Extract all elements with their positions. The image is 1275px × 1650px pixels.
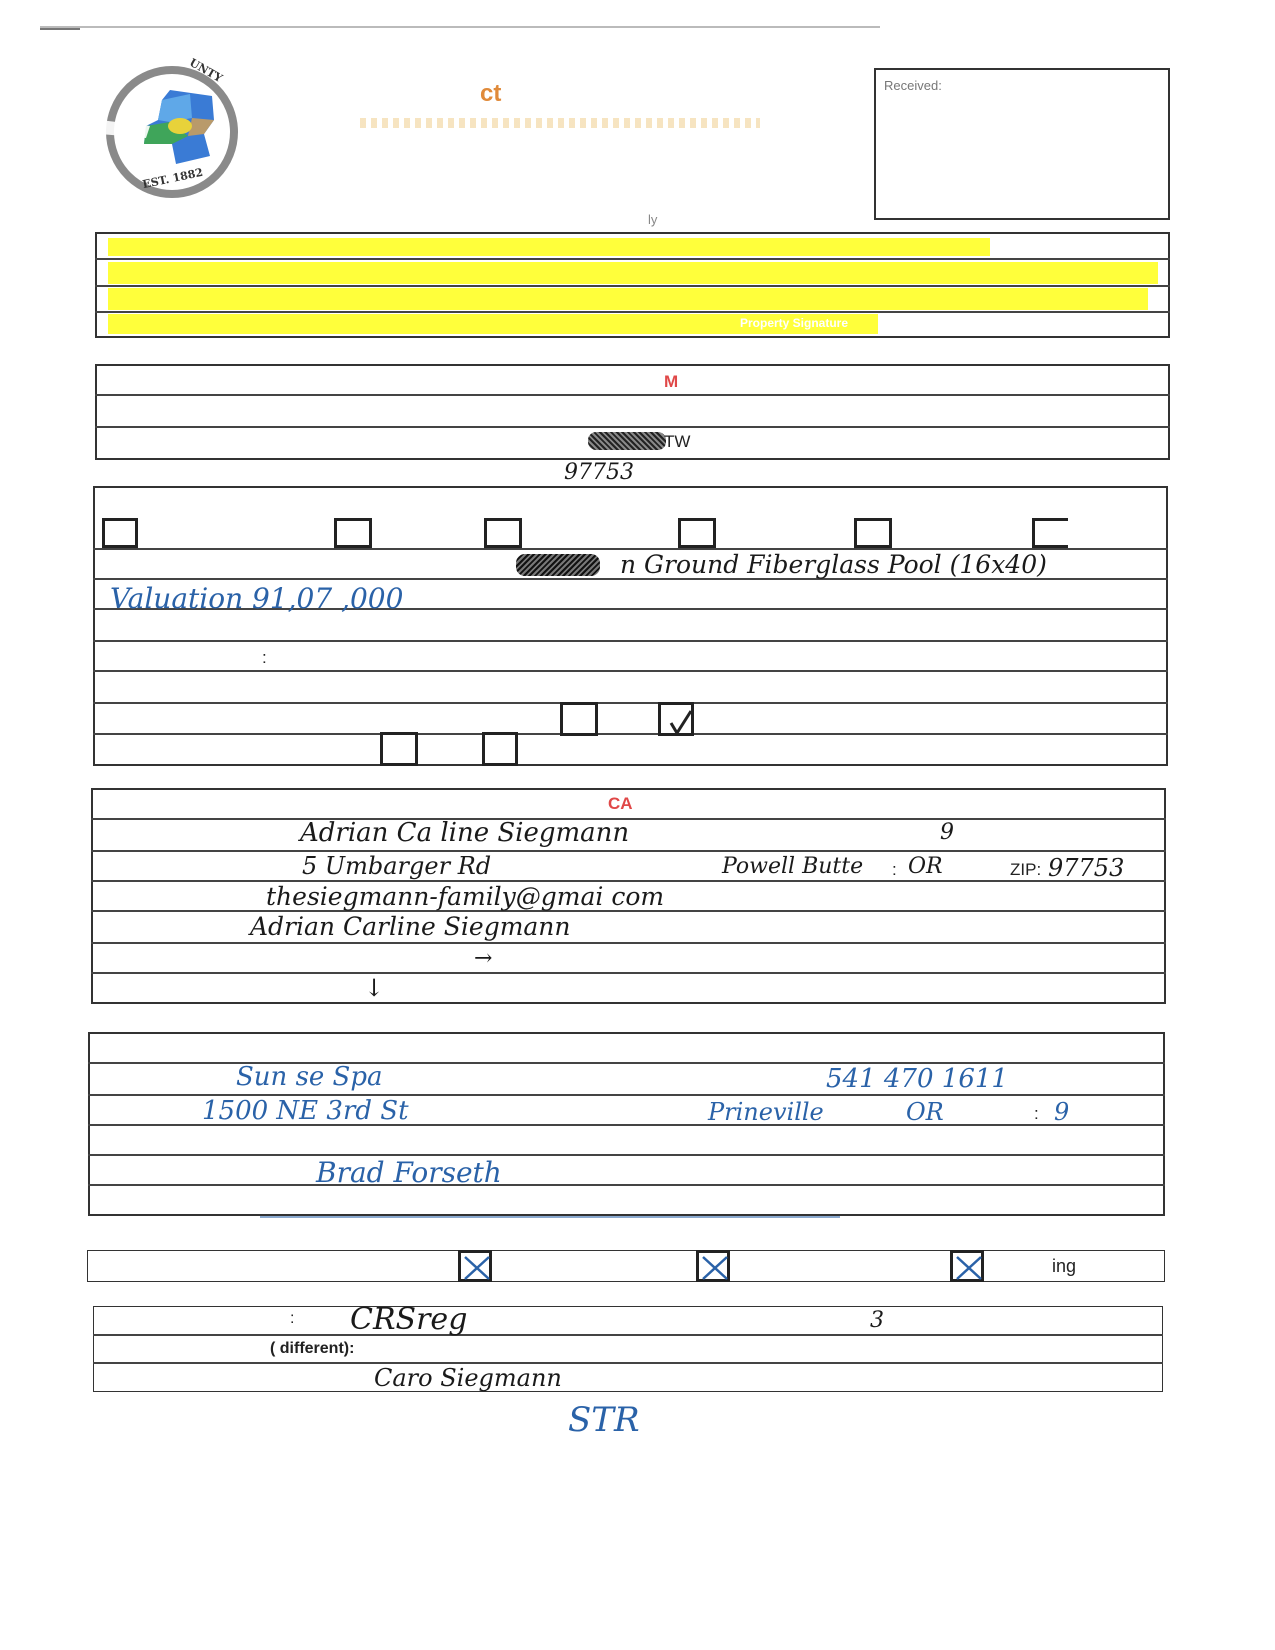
top-rule-dark	[40, 28, 80, 30]
printed-name: Caro Siegmann	[374, 1364, 562, 1392]
colon-mark: :	[262, 648, 267, 667]
x-mark-icon	[953, 1253, 987, 1285]
option-checkbox-b-checked[interactable]	[658, 702, 694, 736]
address-suffix: TW	[664, 432, 691, 451]
contractor-zip-prefix: :	[1034, 1104, 1039, 1123]
reviewer-initials: STR	[568, 1400, 640, 1440]
top-rule	[40, 26, 880, 28]
highlight-band-1	[108, 238, 990, 256]
owner-state: OR	[908, 854, 943, 879]
checkmark-icon	[661, 705, 697, 739]
option-checkbox-a[interactable]	[560, 702, 598, 736]
arrow-right-mark: →	[474, 946, 493, 971]
row-line	[95, 258, 1170, 260]
owner-name: Adrian Ca line Siegmann	[300, 818, 630, 848]
section-m-header: M	[664, 372, 679, 391]
faded-text: ly	[648, 212, 658, 227]
highlight-band-3	[108, 288, 1148, 310]
form-title: ct	[480, 80, 502, 107]
form-subtitle-faded	[360, 118, 760, 128]
contractor-state: OR	[906, 1098, 944, 1126]
row-line	[93, 733, 1168, 735]
state-prefix: :	[892, 860, 897, 879]
row-line	[93, 1334, 1163, 1336]
arrow-down-mark: ↓	[364, 974, 385, 1002]
row-line	[95, 285, 1170, 287]
zip-handwritten: 97753	[564, 460, 634, 485]
signature-colon: :	[290, 1310, 295, 1327]
received-label: Received:	[884, 78, 942, 93]
owner-city: Powell Butte	[722, 854, 864, 879]
permit-type-checkbox-1-checked[interactable]	[458, 1250, 492, 1282]
permit-type-row	[87, 1250, 1165, 1282]
work-type-checkbox-4[interactable]	[678, 518, 716, 548]
row-line	[91, 850, 1166, 852]
permit-type-suffix: ing	[1052, 1256, 1077, 1276]
row-line	[95, 311, 1170, 313]
row-line	[91, 972, 1166, 974]
owner-zip: 97753	[1048, 854, 1125, 882]
row-line	[95, 426, 1170, 428]
owner-signer: Adrian Carline Siegmann	[250, 912, 571, 941]
owner-email: thesiegmann-family@gmai com	[266, 882, 665, 911]
logo-established: EST. 1882	[141, 165, 205, 192]
row-line	[93, 702, 1168, 704]
logo-arc-text: UNTY	[187, 55, 225, 86]
contractor-email-faded	[260, 1216, 840, 1218]
row-line	[95, 394, 1170, 396]
contractor-phone: 541 470 1611	[826, 1064, 1008, 1094]
signature-section	[93, 1306, 1163, 1392]
row-line	[88, 1154, 1165, 1156]
option-checkbox-c[interactable]	[380, 732, 418, 766]
contractor-city: Prineville	[708, 1098, 824, 1126]
signature-label: Property Signature	[740, 316, 849, 330]
highlight-band-2	[108, 262, 1158, 284]
work-section	[93, 486, 1168, 766]
work-type-checkbox-1[interactable]	[102, 518, 138, 548]
permit-type-checkbox-2-checked[interactable]	[696, 1250, 730, 1282]
work-type-checkbox-3[interactable]	[484, 518, 522, 548]
permit-type-checkbox-3-checked[interactable]	[950, 1250, 984, 1282]
different-label: ( different):	[270, 1340, 355, 1357]
work-description: n Ground Fiberglass Pool (16x40)	[620, 550, 1047, 579]
owner-phone-fragment: 9	[940, 820, 954, 845]
contractor-contact: Brad Forseth	[316, 1156, 502, 1189]
work-type-checkbox-2[interactable]	[334, 518, 372, 548]
x-mark-icon	[461, 1253, 495, 1285]
work-type-checkbox-5[interactable]	[854, 518, 892, 548]
row-line	[93, 670, 1168, 672]
valuation-handwritten: Valuation 91,07 ,000	[110, 582, 404, 615]
row-line	[93, 1362, 1163, 1364]
contractor-street: 1500 NE 3rd St	[202, 1096, 409, 1126]
county-logo	[100, 55, 240, 200]
scribble-redaction	[516, 554, 600, 576]
option-checkbox-d[interactable]	[482, 732, 518, 766]
applicant-signature: CRSreg	[350, 1302, 468, 1337]
scribble-redaction	[588, 432, 666, 450]
row-line	[88, 1184, 1165, 1186]
x-mark-icon	[699, 1253, 733, 1285]
zip-label: ZIP:	[1010, 860, 1042, 879]
row-line	[93, 640, 1168, 642]
contractor-zip: 9	[1054, 1098, 1070, 1126]
owner-street: 5 Umbarger Rd	[302, 852, 492, 880]
section-ca-header: CA	[608, 794, 633, 813]
work-type-checkbox-6[interactable]	[1032, 518, 1068, 548]
contractor-company: Sun se Spa	[236, 1062, 383, 1092]
signature-date-fragment: 3	[870, 1308, 884, 1333]
row-line	[91, 942, 1166, 944]
